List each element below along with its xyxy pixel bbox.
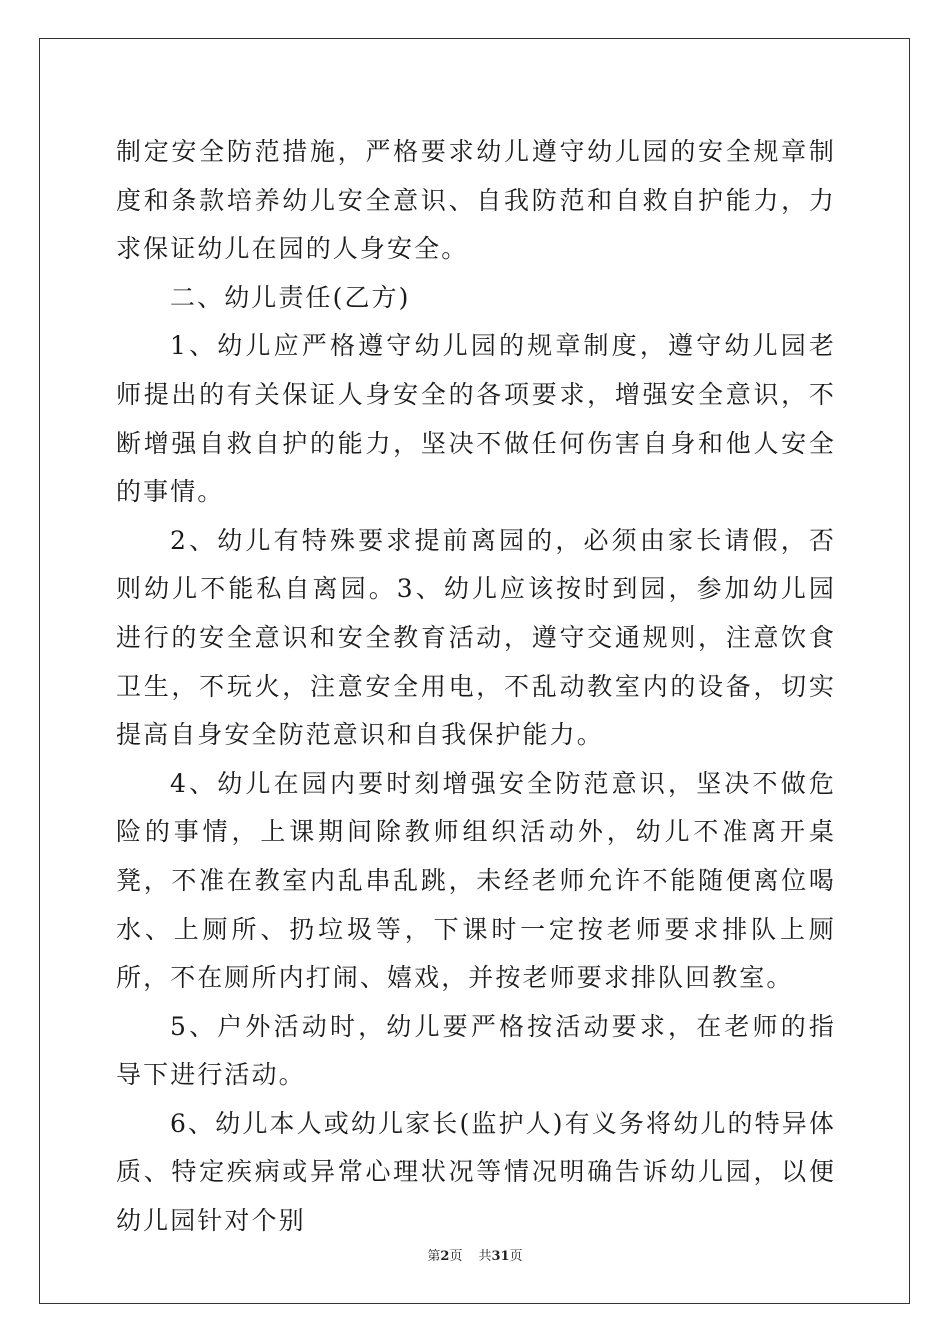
page-suffix: 页 (449, 1249, 463, 1264)
total-pages: 31 (491, 1249, 510, 1264)
document-body (116, 128, 836, 1246)
paragraph-1: 制定安全防范措施，严格要求幼儿遵守幼儿园的安全规章制度和条款培养幼儿安全意识、自我防范和自救自护能力，力求保证幼儿在园的人身安全。 (116, 137, 836, 264)
paragraph-item-1: 1、幼儿应严格遵守幼儿园的规章制度，遵守幼儿园老师提出的有关保证人身安全的各项要求，增强安全意识，不断增强自救自护的能力，坚决不做任何伤害自身和他人安全的事情。 (116, 331, 836, 507)
total-prefix: 共 (478, 1249, 492, 1264)
paragraph-item-4: 4、幼儿在园内要时刻增强安全防范意识，坚决不做危险的事情，上课期间除教师组织活动外，幼儿不准离开桌凳，不准在教室内乱串乱跳，未经老师允许不能随便离位喝水、上厕所、扔垃圾等，下课时一定按老师要求排队上厕所，不在厕所内打闹、嬉戏，并按老师要求排队回教室。 (116, 768, 836, 993)
paragraph-item-2-3: 2、幼儿有特殊要求提前离园的，必须由家长请假，否则幼儿不能私自离园。3、幼儿应该按时到园，参加幼儿园进行的安全意识和安全教育活动，遵守交通规则，注意饮食卫生，不玩火，注意安全用电，不乱动教室内的设备，切实提高自身安全防范意识和自我保护能力。 (116, 525, 836, 750)
page-number: 2 (440, 1249, 450, 1264)
page-prefix: 第 (427, 1249, 441, 1264)
paragraph-item-6: 6、幼儿本人或幼儿家长(监护人)有义务将幼儿的特异体质、特定疾病或异常心理状况等情况明确告诉幼儿园，以便幼儿园针对个别 (116, 1108, 836, 1236)
section-heading-child-responsibility: 二、幼儿责任(乙方) (170, 282, 411, 312)
page-footer (0, 1248, 950, 1266)
total-suffix: 页 (509, 1249, 523, 1264)
paragraph-item-5: 5、户外活动时，幼儿要严格按活动要求，在老师的指导下进行活动。 (116, 1011, 836, 1090)
